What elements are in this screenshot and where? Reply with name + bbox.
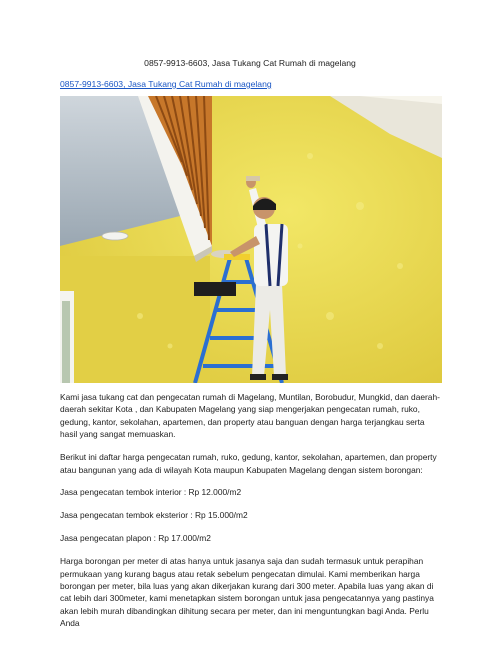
paragraph-price-list-intro: Berikut ini daftar harga pengecatan rumah, ruko, gedung, kantor, sekolahan, apartemen, dan property atau bangunan yang ada di wilayah Kota maupun Kabupaten Magelang dengan sistem borongan: (60, 452, 437, 475)
article-body (60, 391, 444, 640)
price-interior: Jasa pengecatan tembok interior : Rp 12.000/m2 (60, 487, 242, 498)
price-exterior: Jasa pengecatan tembok eksterior : Rp 15.000/m2 (60, 510, 248, 521)
painter-photo (60, 96, 442, 383)
page-title: 0857-9913-6603, Jasa Tukang Cat Rumah di magelang (144, 58, 356, 68)
price-ceiling: Jasa pengecatan plapon : Rp 17.000/m2 (60, 533, 211, 544)
paragraph-intro: Kami jasa tukang cat dan pengecatan rumah di Magelang, Muntilan, Borobudur, Mungkid, dan daerah-daerah sekitar Kota , dan Kabupaten Magelang yang siap mengerjakan pengecatan rumah, ruko, gedung, kantor, sekolahan, apartemen, dan property atau banguan dengan harga terjangkau serta hasil yang sangat memuaskan. (60, 392, 440, 440)
title-link[interactable]: 0857-9913-6603, Jasa Tukang Cat Rumah di magelang (60, 79, 272, 89)
paragraph-borongan: Harga borongan per meter di atas hanya untuk jasanya saja dan sudah termasuk untuk perapihan permukaan yang kurang bagus atau retak sebelum pengecatan dimulai. Kami memberikan harga borongan per meter, bila luas yang akan dikerjakan kurang dari 300 meter. Apabila luas yang akan di cat lebih dari 300meter, kami menetapkan sistem borongan untuk jasa pengecatannya yang pastinya akan lebih murah dibandingkan dihitung secara per meter, dan ini menguntungkan bagi Anda. Perlu Anda (60, 556, 434, 629)
